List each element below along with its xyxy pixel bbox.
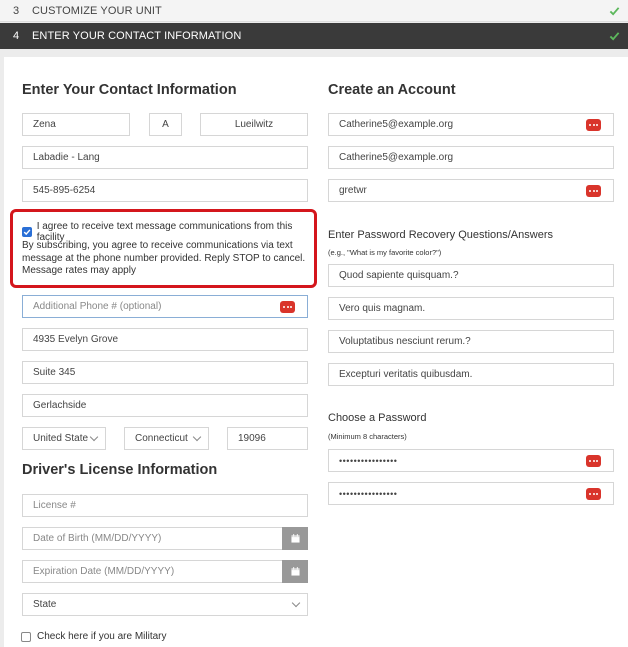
- calendar-button[interactable]: [282, 560, 308, 583]
- chevron-down-icon: [193, 433, 201, 441]
- first-name-input[interactable]: Zena: [22, 113, 130, 136]
- username-value: gretwr: [339, 185, 367, 196]
- middle-initial-input[interactable]: A: [149, 113, 182, 136]
- calendar-icon: [291, 534, 300, 543]
- contact-title: Enter Your Contact Information: [22, 82, 237, 98]
- sms-disclaimer: By subscribing, you agree to receive communications via text message at the phone number provided. Reply STOP to cancel. Message rates may apply: [22, 240, 306, 276]
- account-title: Create an Account: [328, 82, 456, 98]
- password-value: ••••••••••••••••: [339, 455, 398, 466]
- last-name-input[interactable]: Lueilwitz: [200, 113, 308, 136]
- chevron-down-icon: [90, 433, 98, 441]
- check-icon: [23, 228, 31, 236]
- calendar-icon: [291, 567, 300, 576]
- sms-consent-label: I agree to receive text message communications from this facility: [36, 221, 293, 243]
- step-contact-info[interactable]: [0, 23, 628, 49]
- sms-consent-checkbox[interactable]: [22, 227, 32, 237]
- license-state-placeholder: State: [33, 599, 57, 610]
- email-value: Catherine5@example.org: [339, 119, 454, 130]
- zip-input[interactable]: 19096: [227, 427, 308, 450]
- chevron-down-icon: [292, 599, 300, 607]
- step-number: 3: [13, 4, 20, 17]
- expiration-input[interactable]: [22, 560, 308, 583]
- password-manager-icon[interactable]: [586, 488, 601, 500]
- recovery-question-2[interactable]: Voluptatibus nesciunt rerum.?: [328, 330, 614, 353]
- dob-placeholder: Date of Birth (MM/DD/YYYY): [33, 533, 162, 544]
- military-row[interactable]: [21, 631, 167, 642]
- expiration-placeholder: Expiration Date (MM/DD/YYYY): [33, 566, 175, 577]
- license-title: Driver's License Information: [22, 462, 218, 478]
- step-customize-unit[interactable]: [0, 0, 628, 22]
- check-icon: [609, 31, 620, 42]
- password-title: Choose a Password: [328, 412, 427, 424]
- company-input[interactable]: Labadie - Lang: [22, 146, 308, 169]
- city-input[interactable]: Gerlachside: [22, 394, 308, 417]
- address2-input[interactable]: Suite 345: [22, 361, 308, 384]
- step-number: 4: [13, 30, 20, 42]
- step-label: CUSTOMIZE YOUR UNIT: [32, 4, 162, 17]
- recovery-question-1[interactable]: Quod sapiente quisquam.?: [328, 264, 614, 287]
- phone-input[interactable]: 545-895-6254: [22, 179, 308, 202]
- password-confirm-input[interactable]: [328, 482, 614, 505]
- password-manager-icon[interactable]: [586, 185, 601, 197]
- calendar-button[interactable]: [282, 527, 308, 550]
- country-value: United State: [33, 433, 89, 444]
- username-input[interactable]: [328, 179, 614, 202]
- military-checkbox[interactable]: [21, 632, 31, 642]
- state-select[interactable]: [124, 427, 209, 450]
- recovery-answer-1[interactable]: Vero quis magnam.: [328, 297, 614, 320]
- password-manager-icon[interactable]: [586, 455, 601, 467]
- password-manager-icon[interactable]: [280, 301, 295, 313]
- check-icon: [609, 5, 620, 16]
- recovery-answer-2[interactable]: Excepturi veritatis quibusdam.: [328, 363, 614, 386]
- password-input[interactable]: [328, 449, 614, 472]
- military-label: Check here if you are Military: [37, 631, 167, 642]
- sms-consent-box: [10, 209, 317, 288]
- state-value: Connecticut: [135, 433, 188, 444]
- email-input[interactable]: [328, 113, 614, 136]
- dob-input[interactable]: [22, 527, 308, 550]
- step-label: ENTER YOUR CONTACT INFORMATION: [32, 30, 242, 42]
- address1-input[interactable]: 4935 Evelyn Grove: [22, 328, 308, 351]
- email-confirm-input[interactable]: Catherine5@example.org: [328, 146, 614, 169]
- additional-phone-input[interactable]: [22, 295, 308, 318]
- country-select[interactable]: [22, 427, 106, 450]
- license-state-select[interactable]: [22, 593, 308, 616]
- password-hint: (Minimum 8 characters): [328, 432, 407, 441]
- license-input[interactable]: License #: [22, 494, 308, 517]
- recovery-hint: (e.g., "What is my favorite color?"): [328, 248, 442, 257]
- password-manager-icon[interactable]: [586, 119, 601, 131]
- additional-phone-placeholder: Additional Phone # (optional): [33, 301, 162, 312]
- recovery-title: Enter Password Recovery Questions/Answers: [328, 229, 553, 241]
- password-confirm-value: ••••••••••••••••: [339, 488, 398, 499]
